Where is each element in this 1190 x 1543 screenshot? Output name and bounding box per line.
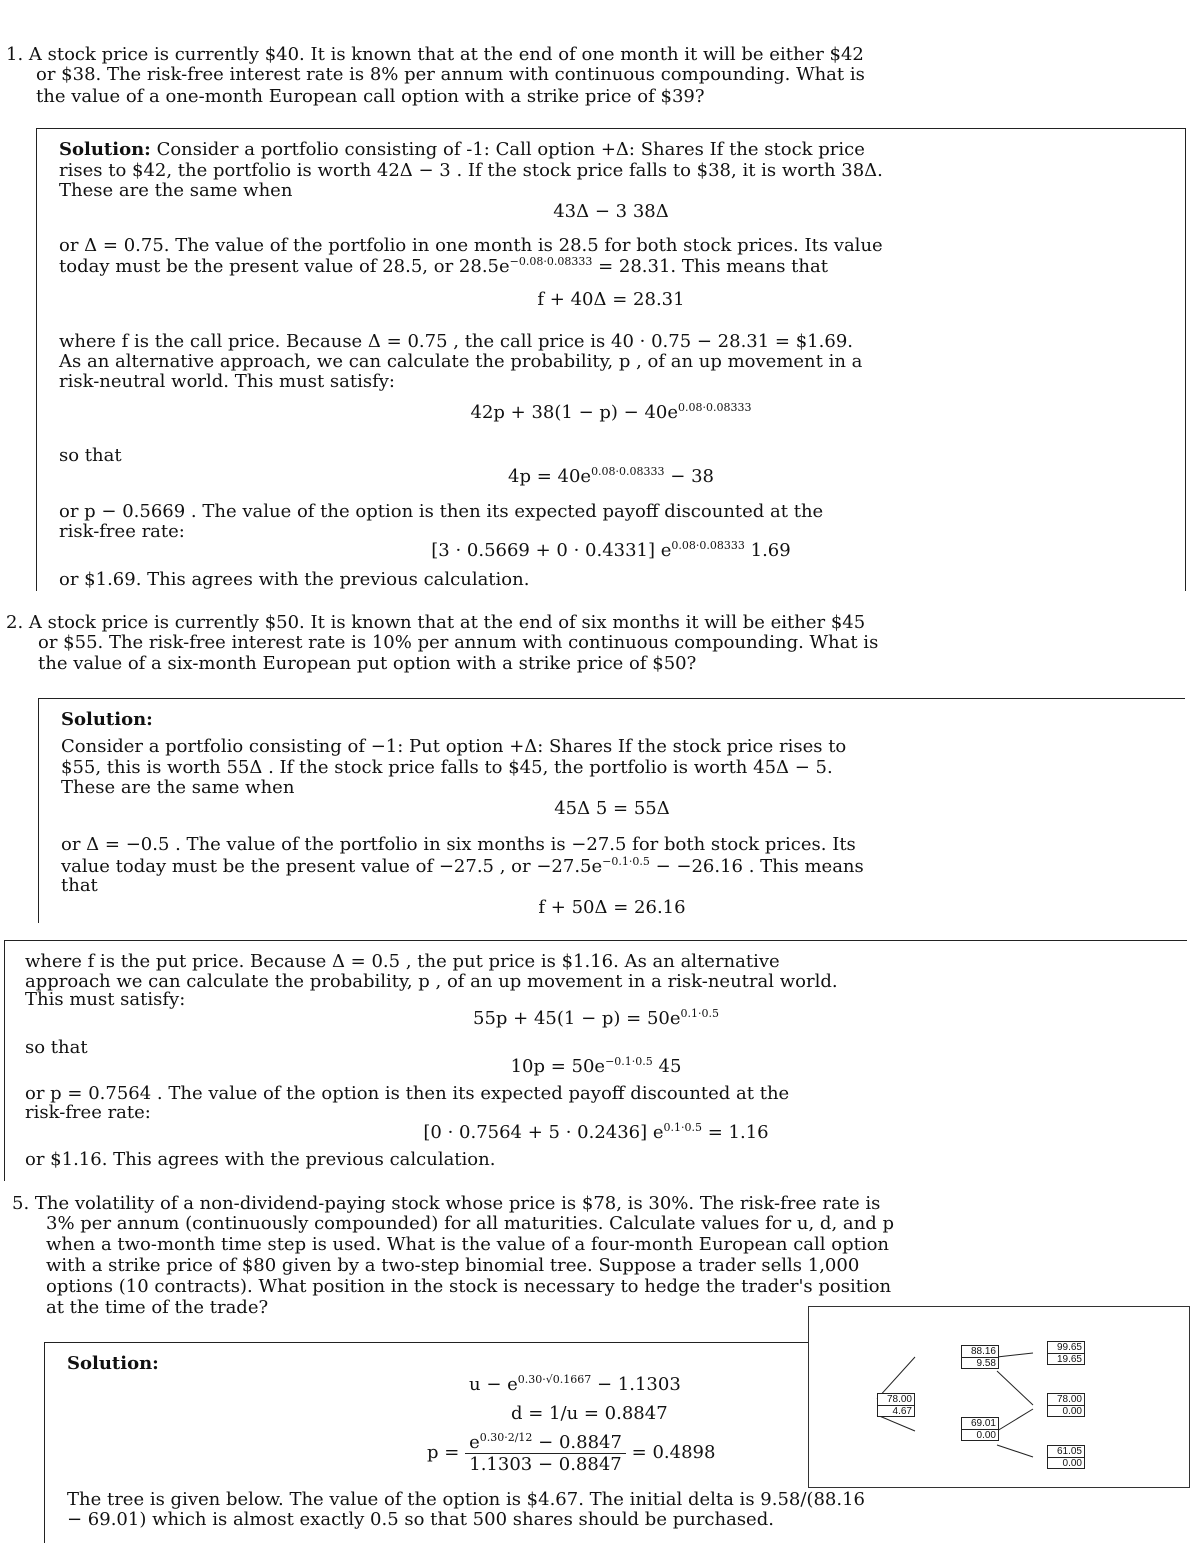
q1-equation-1: 43Δ − 3 38Δ xyxy=(553,201,669,222)
q1-solution-label: Solution: xyxy=(59,139,151,160)
branch-down-ud xyxy=(997,1409,1033,1431)
q2-solution-line-2: $55, this is worth 55Δ . If the stock price falls to $45, the portfolio is worth 45Δ − 5. xyxy=(61,757,833,778)
q1-question-line-3: the value of a one-month European call option with a strike price of $39? xyxy=(36,86,705,107)
q1-solution-line-4: or Δ = 0.75. The value of the portfolio in one month is 28.5 for both stock prices. Its value xyxy=(59,235,883,256)
q5-solution-line-1: The tree is given below. The value of the option is $4.67. The initial delta is 9.58/(88.16 xyxy=(67,1489,865,1510)
q5-question-line-3: when a two-month time step is used. What is the value of a four-month European call option xyxy=(46,1234,890,1255)
q1-equation-2: f + 40Δ = 28.31 xyxy=(537,289,685,310)
branch-root-down xyxy=(877,1415,915,1431)
q1-solution-line-5-end: = 28.31. This means that xyxy=(592,256,828,277)
q5-d-equation: d = 1/u = 0.8847 xyxy=(511,1403,668,1424)
q1-solution-line-5: today must be the present value of 28.5, or 28.5e xyxy=(59,256,510,277)
q2-equation-5-end: = 1.16 xyxy=(702,1122,769,1143)
q2-solution-line-5-exponent: −0.1·0.5 xyxy=(602,855,650,868)
tree-node-down-value: 0.00 xyxy=(962,1429,998,1441)
q1-solution-line-10: or p − 0.5669 . The value of the option is then its expected payoff discounted at the xyxy=(59,501,824,522)
q2-solution-line-6: that xyxy=(61,875,98,896)
q2-solution-line-1: Consider a portfolio consisting of −1: Put option +Δ: Shares If the stock price rises to xyxy=(61,736,847,757)
q1-solution-line-9: so that xyxy=(59,445,122,466)
q2-equation-3-exponent: 0.1·0.5 xyxy=(680,1007,719,1020)
q1-equation-3-exponent: 0.08·0.08333 xyxy=(678,401,752,414)
q5-u-equation-end: − 1.1303 xyxy=(591,1374,681,1395)
q1-equation-5-end: 1.69 xyxy=(744,540,791,561)
q5-p-numerator: e xyxy=(469,1432,480,1453)
q5-p-rhs: = 0.4898 xyxy=(631,1442,716,1463)
q5-p-equation xyxy=(427,1431,715,1475)
q1-solution-line-1: Consider a portfolio consisting of -1: Call option +Δ: Shares If the stock price xyxy=(156,139,865,160)
q2-equation-4: 10p = 50e xyxy=(510,1056,606,1077)
branch-down-dd xyxy=(997,1445,1033,1457)
q1-solution-box xyxy=(36,128,1186,591)
q1-equation-4: 4p = 40e xyxy=(508,466,592,487)
q2-equation-5-exponent: 0.1·0.5 xyxy=(663,1121,703,1134)
tree-node-root xyxy=(877,1393,915,1417)
q2-solution-label: Solution: xyxy=(61,709,153,730)
tree-node-uu xyxy=(1047,1341,1085,1365)
tree-branches xyxy=(809,1307,1189,1487)
tree-node-root-value: 4.67 xyxy=(878,1405,914,1417)
q5-question-line-2: 3% per annum (continuously compounded) for all maturities. Calculate values for u, d, and p xyxy=(46,1213,894,1234)
q5-question-line-1: 5. The volatility of a non-dividend-paying stock whose price is $78, is 30%. The risk-free rate is xyxy=(12,1193,881,1214)
tree-node-down-price: 69.01 xyxy=(970,1418,996,1429)
q2-question-line-2: or $55. The risk-free interest rate is 10% per annum with continuous compounding. What is xyxy=(38,632,879,653)
q1-question-line-2: or $38. The risk-free interest rate is 8% per annum with continuous compounding. What is xyxy=(36,64,865,85)
q2-question-line-1: 2. A stock price is currently $50. It is known that at the end of six months it will be either $45 xyxy=(6,612,866,633)
q2-equation-5: [0 · 0.7564 + 5 · 0.2436] e xyxy=(423,1122,664,1143)
q5-question-line-6: at the time of the trade? xyxy=(46,1297,269,1318)
q1-equation-4-end: − 38 xyxy=(664,466,714,487)
q2-equation-2: f + 50Δ = 26.16 xyxy=(538,897,686,918)
q2-solution-line-5-end: − −26.16 . This means xyxy=(649,856,864,877)
q1-equation-5-exponent: 0.08·0.08333 xyxy=(671,539,745,552)
tree-node-uu-value: 19.65 xyxy=(1048,1353,1084,1365)
q5-solution-label: Solution: xyxy=(67,1353,159,1374)
q1-solution-line-6: where f is the call price. Because Δ = 0.75 , the call price is 40 · 0.75 − 28.31 = $1.69. xyxy=(59,331,853,352)
q2-equation-1: 45Δ 5 = 55Δ xyxy=(554,798,670,819)
tree-node-dd-value: 0.00 xyxy=(1048,1457,1084,1469)
q5-p-denominator: 1.1303 − 0.8847 xyxy=(469,1454,622,1475)
tree-node-ud-value: 0.00 xyxy=(1048,1405,1084,1417)
q2-equation-3: 55p + 45(1 − p) = 50e xyxy=(473,1008,681,1029)
tree-node-dd-price: 61.05 xyxy=(1056,1446,1082,1457)
q1-equation-4-exponent: 0.08·0.08333 xyxy=(591,465,665,478)
q2-solution-box-bottom xyxy=(4,940,1187,1181)
q5-p-lhs: p = xyxy=(427,1442,460,1463)
q2-solution-line-5: value today must be the present value of −27.5 , or −27.5e xyxy=(61,856,603,877)
q5-p-numerator-end: − 0.8847 xyxy=(532,1432,622,1453)
q2-solution-line-12: risk-free rate: xyxy=(25,1102,151,1123)
q5-p-numerator-exponent: 0.30·2/12 xyxy=(479,1431,533,1444)
q1-solution-line-7: As an alternative approach, we can calculate the probability, p , of an up movement in a xyxy=(59,351,863,372)
tree-node-root-price: 78.00 xyxy=(886,1394,912,1405)
q5-u-equation: u − e xyxy=(469,1374,518,1395)
q2-solution-line-11: or p = 0.7564 . The value of the option is then its expected payoff discounted at the xyxy=(25,1083,790,1104)
q5-solution-line-2: − 69.01) which is almost exactly 0.5 so that 500 shares should be purchased. xyxy=(67,1509,774,1530)
q1-solution-line-12: or $1.69. This agrees with the previous calculation. xyxy=(59,569,530,590)
q5-u-exponent: 0.30·√0.1667 xyxy=(517,1373,592,1386)
q2-equation-4-exponent: −0.1·0.5 xyxy=(605,1055,653,1068)
tree-node-up-price: 88.16 xyxy=(970,1346,996,1357)
q1-solution-line-11: risk-free rate: xyxy=(59,521,185,542)
branch-up-ud xyxy=(997,1371,1033,1405)
q2-solution-line-9: This must satisfy: xyxy=(25,989,186,1010)
binomial-tree-figure xyxy=(808,1306,1190,1488)
q2-equation-4-end: 45 xyxy=(652,1056,682,1077)
q2-solution-line-3: These are the same when xyxy=(61,777,295,798)
q2-solution-line-4: or Δ = −0.5 . The value of the portfolio in six months is −27.5 for both stock prices. Its xyxy=(61,834,856,855)
q1-question-line-1: 1. A stock price is currently $40. It is known that at the end of one month it will be either $42 xyxy=(6,44,864,65)
q2-solution-line-7: where f is the put price. Because Δ = 0.5 , the put price is $1.16. As an alternative xyxy=(25,951,780,972)
q2-solution-line-8: approach we can calculate the probability, p , of an up movement in a risk-neutral world. xyxy=(25,971,838,992)
tree-node-ud-price: 78.00 xyxy=(1056,1394,1082,1405)
q1-equation-5: [3 · 0.5669 + 0 · 0.4331] e xyxy=(431,540,672,561)
tree-node-up-value: 9.58 xyxy=(962,1357,998,1369)
q1-solution-line-2: rises to $42, the portfolio is worth 42Δ − 3 . If the stock price falls to $38, it is worth 38Δ. xyxy=(59,160,883,181)
q1-equation-3: 42p + 38(1 − p) − 40e xyxy=(470,402,678,423)
q2-solution-line-10: so that xyxy=(25,1037,88,1058)
tree-node-up xyxy=(961,1345,999,1369)
tree-node-ud xyxy=(1047,1393,1085,1417)
q5-question-line-5: options (10 contracts). What position in the stock is necessary to hedge the trader's position xyxy=(46,1276,892,1297)
q1-solution-line-5-exponent: −0.08·0.08333 xyxy=(509,255,593,268)
q2-question-line-3: the value of a six-month European put option with a strike price of $50? xyxy=(38,653,697,674)
tree-node-dd xyxy=(1047,1445,1085,1469)
tree-node-down xyxy=(961,1417,999,1441)
q2-solution-line-13: or $1.16. This agrees with the previous calculation. xyxy=(25,1149,496,1170)
tree-node-uu-price: 99.65 xyxy=(1056,1342,1082,1353)
q1-solution-line-3: These are the same when xyxy=(59,180,293,201)
q5-question-line-4: with a strike price of $80 given by a two-step binomial tree. Suppose a trader sells 1,000 xyxy=(46,1255,860,1276)
q2-solution-box-top xyxy=(38,698,1185,923)
q1-solution-line-8: risk-neutral world. This must satisfy: xyxy=(59,371,395,392)
branch-up-uu xyxy=(997,1353,1033,1357)
